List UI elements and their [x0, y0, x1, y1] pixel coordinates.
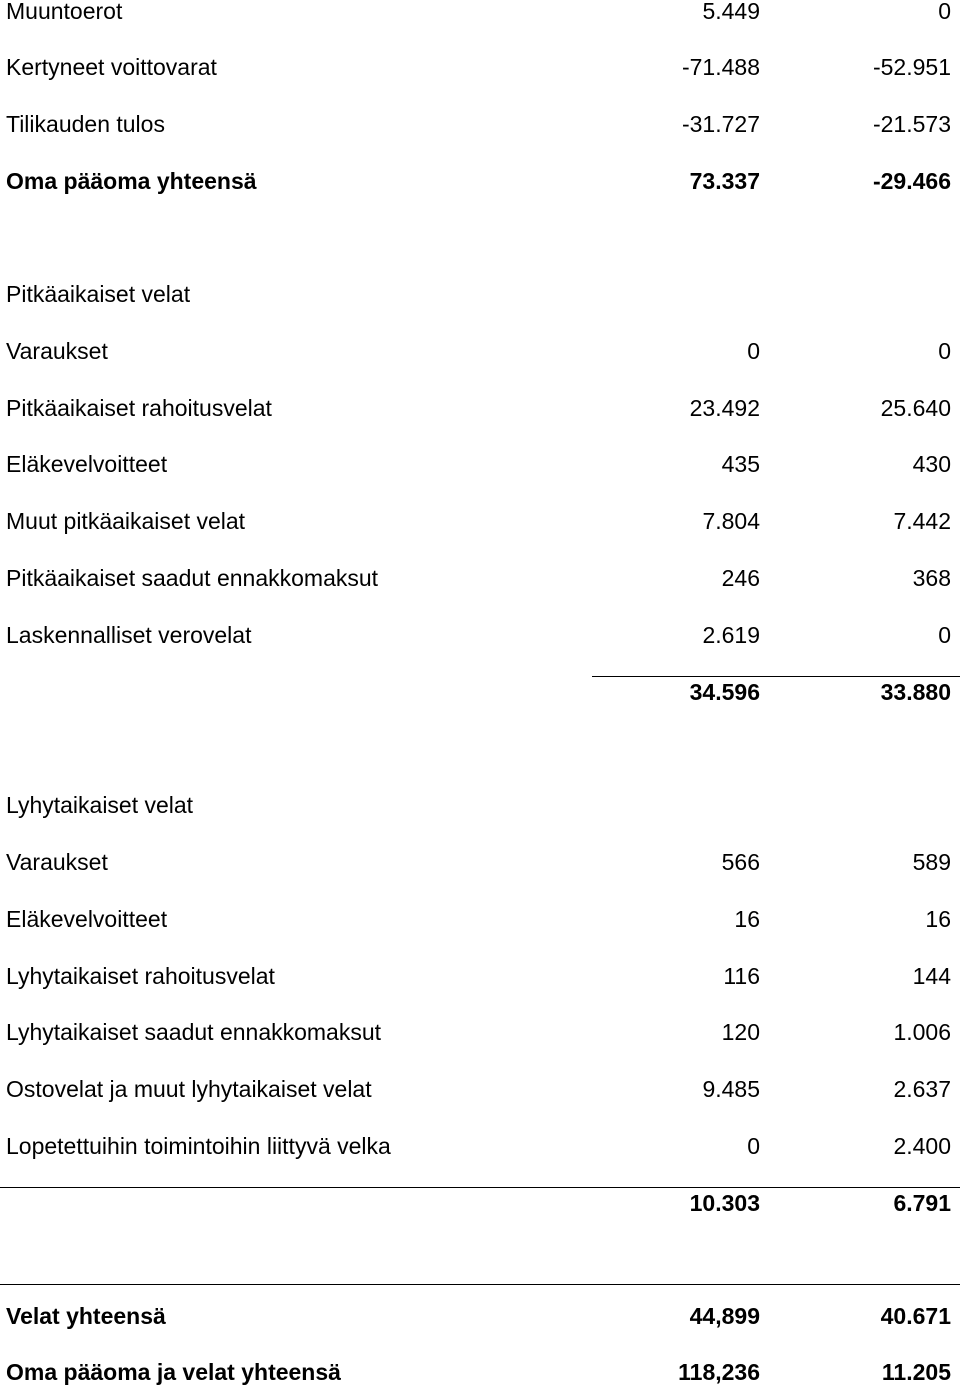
row-label: Eläkevelvoitteet — [6, 906, 168, 932]
subtotal-value-col2: 33.880 — [880, 679, 951, 705]
row-label: Lyhytaikaiset saadut ennakkomaksut — [6, 1019, 382, 1045]
row-label: Pitkäaikaiset saadut ennakkomaksut — [6, 565, 379, 591]
row-label: Lyhytaikaiset rahoitusvelat — [6, 963, 275, 989]
value-col2: -21.573 — [872, 111, 951, 137]
table-row — [0, 47, 960, 87]
value-col2: 368 — [912, 565, 951, 591]
row-label: Kertyneet voittovarat — [6, 54, 217, 80]
subtotal-value-col1: 10.303 — [689, 1190, 760, 1216]
section-heading-label: Lyhytaikaiset velat — [6, 792, 194, 818]
row-label: Varaukset — [6, 338, 108, 364]
total-value-col2: -29.466 — [872, 168, 951, 194]
table-row — [0, 899, 960, 939]
subtotal-row — [0, 1183, 960, 1223]
row-label: Laskennalliset verovelat — [6, 622, 252, 648]
value-col2: 589 — [912, 849, 951, 875]
table-row — [0, 615, 960, 655]
row-label: Varaukset — [6, 849, 108, 875]
table-row — [0, 1069, 960, 1109]
equity-total-row — [0, 161, 960, 201]
value-col1: 7.804 — [702, 508, 760, 534]
value-col1: 246 — [721, 565, 760, 591]
section-heading — [0, 274, 960, 314]
table-row — [0, 558, 960, 598]
value-col2: -52.951 — [872, 54, 951, 80]
totals-divider — [0, 1284, 960, 1285]
value-col2: 0 — [938, 0, 951, 24]
value-col2: 25.640 — [880, 395, 951, 421]
row-label: Lopetettuihin toimintoihin liittyvä velka — [6, 1133, 391, 1159]
row-label: Tilikauden tulos — [6, 111, 165, 137]
value-col2: 1.006 — [893, 1019, 951, 1045]
subtotal-value-col2: 6.791 — [893, 1190, 951, 1216]
value-col2: 0 — [938, 338, 951, 364]
table-row — [0, 331, 960, 371]
row-label: Muut pitkäaikaiset velat — [6, 508, 246, 534]
value-col2: 430 — [912, 451, 951, 477]
table-row — [0, 104, 960, 144]
value-col1: 5.449 — [702, 0, 760, 24]
row-label: Ostovelat ja muut lyhytaikaiset velat — [6, 1076, 372, 1102]
table-row — [0, 444, 960, 484]
value-col1: 23.492 — [689, 395, 760, 421]
value-col1: 120 — [721, 1019, 760, 1045]
total-label: Oma pääoma ja velat yhteensä — [6, 1359, 341, 1385]
value-col1: 9.485 — [702, 1076, 760, 1102]
row-label: Muuntoerot — [6, 0, 123, 24]
total-value-col2: 40.671 — [880, 1303, 951, 1329]
table-row — [0, 956, 960, 996]
value-col2: 16 — [925, 906, 951, 932]
value-col1: 2.619 — [702, 622, 760, 648]
total-value-col1: 118,236 — [678, 1359, 760, 1385]
section-heading-label: Pitkäaikaiset velat — [6, 281, 191, 307]
grand-total-row — [0, 1352, 960, 1392]
value-col2: 7.442 — [893, 508, 951, 534]
table-row — [0, 842, 960, 882]
value-col1: 566 — [721, 849, 760, 875]
row-label: Eläkevelvoitteet — [6, 451, 168, 477]
table-row — [0, 0, 960, 31]
table-row — [0, 1012, 960, 1052]
value-col2: 0 — [938, 622, 951, 648]
total-label: Oma pääoma yhteensä — [6, 168, 257, 194]
value-col2: 144 — [912, 963, 951, 989]
value-col1: -31.727 — [681, 111, 760, 137]
subtotal-row — [0, 672, 960, 712]
total-label: Velat yhteensä — [6, 1303, 166, 1329]
value-col1: -71.488 — [681, 54, 760, 80]
value-col2: 2.637 — [893, 1076, 951, 1102]
total-value-col1: 44,899 — [689, 1303, 760, 1329]
value-col1: 0 — [747, 1133, 760, 1159]
row-label: Pitkäaikaiset rahoitusvelat — [6, 395, 272, 421]
total-value-col1: 73.337 — [689, 168, 760, 194]
value-col1: 435 — [721, 451, 760, 477]
section-heading — [0, 785, 960, 825]
total-value-col2: 11.205 — [881, 1359, 951, 1385]
value-col2: 2.400 — [893, 1133, 951, 1159]
liabilities-total-row — [0, 1296, 960, 1336]
subtotal-value-col1: 34.596 — [689, 679, 760, 705]
table-row — [0, 501, 960, 541]
value-col1: 16 — [734, 906, 760, 932]
table-row — [0, 1126, 960, 1166]
table-row — [0, 388, 960, 428]
value-col1: 116 — [723, 963, 760, 989]
value-col1: 0 — [747, 338, 760, 364]
